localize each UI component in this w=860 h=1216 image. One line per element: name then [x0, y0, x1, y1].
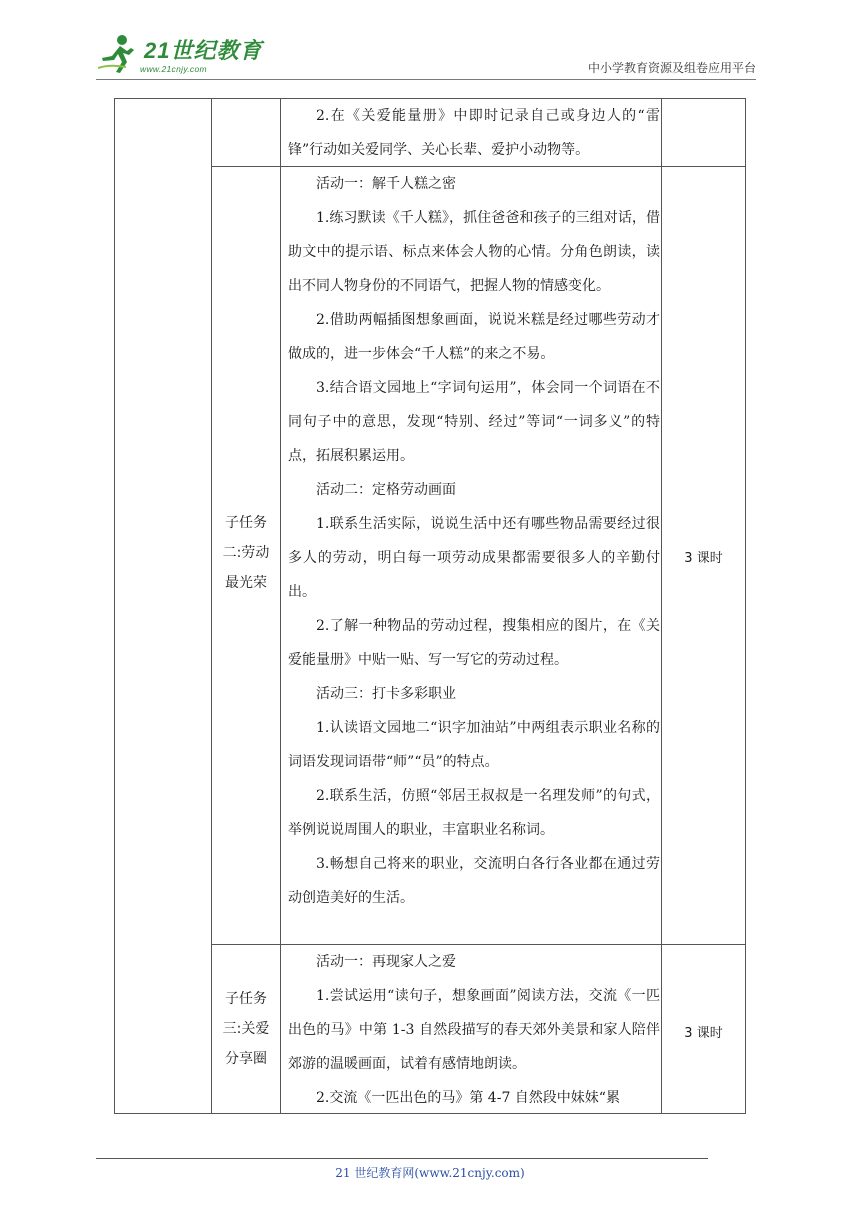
- column-divider-2: [280, 98, 281, 1114]
- activity-paragraph: 3.畅想自己将来的职业，交流明白各行各业都在通过劳动创造美好的生活。: [288, 856, 660, 906]
- row2-subtask-cell: [214, 508, 278, 598]
- row1-paragraph: 2.在《关爱能量册》中即时记录自己或身边人的“雷锋”行动如关爱同学、关心长辈、爱护小动物等。: [288, 108, 660, 158]
- activity-paragraph: 1.认读语文园地二“识字加油站”中两组表示职业名称的词语发现词语带“师”“员”的特点。: [288, 720, 660, 770]
- subtask-line: 二:劳动: [222, 545, 270, 561]
- footer-divider: [96, 1158, 708, 1159]
- footer-link[interactable]: 21 世纪教育网(www.21cnjy.com): [335, 1166, 525, 1180]
- activity-paragraph: 1.联系生活实际，说说生活中还有哪些物品需要经过很多人的劳动，明白每一项劳动成果都需要很多人的辛勤付出。: [288, 516, 660, 600]
- activity-paragraph: 2.借助两幅插图想象画面，说说米糕是经过哪些劳动才做成的，进一步体会“千人糕”的来之不易。: [288, 312, 660, 362]
- logo-url: www.21cnjy.com: [140, 64, 207, 74]
- activity-paragraph: 2.交流《一匹出色的马》第 4-7 自然段中妹妹“累: [316, 1090, 620, 1106]
- subtask-line: 子任务: [225, 991, 267, 1007]
- row3-hours-cell: 3 课时: [684, 1026, 723, 1041]
- activity-paragraph: 1.尝试运用“读句子，想象画面”阅读方法，交流《一匹出色的马》中第 1-3 自然段描写的春天郊外美景和家人陪伴郊游的温暖画面，试着有感情地朗读。: [288, 988, 660, 1072]
- table-border-left: [114, 98, 115, 1114]
- subtask-line: 分享圈: [225, 1051, 267, 1067]
- row2-hours-cell: 3 课时: [684, 551, 723, 566]
- activity-heading: 活动一：再现家人之爱: [316, 954, 456, 970]
- column-divider-3: [661, 98, 662, 1114]
- row1-activity-cell: [288, 99, 660, 167]
- table-border-right: [745, 98, 746, 1114]
- subtask-line: 三:关爱: [222, 1021, 270, 1037]
- row3-activity-cell: [288, 945, 660, 1113]
- activity-paragraph: 2.联系生活，仿照“邻居王叔叔是一名理发师”的句式，举例说说周围人的职业，丰富职业名称词。: [288, 788, 660, 838]
- activity-paragraph: 1.练习默读《千人糕》，抓住爸爸和孩子的三组对话，借助文中的提示语、标点来体会人物的心情。分角色朗读，读出不同人物身份的不同语气，把握人物的情感变化。: [288, 210, 660, 294]
- activity-heading: 活动二：定格劳动画面: [316, 482, 456, 498]
- header-divider: [96, 79, 756, 80]
- page-header: [96, 30, 756, 78]
- table-border-bottom: [114, 1113, 746, 1114]
- runner-logo-icon: [96, 34, 138, 74]
- column-divider-1: [211, 98, 212, 1114]
- row3-subtask-cell: [214, 984, 278, 1074]
- activity-paragraph: 2.了解一种物品的劳动过程，搜集相应的图片，在《关爱能量册》中贴一贴、写一写它的劳动过程。: [288, 618, 660, 668]
- activity-paragraph: 3.结合语文园地上“字词句运用”，体会同一个词语在不同句子中的意思，发现“特别、经过”等词“一词多义”的特点，拓展积累运用。: [288, 380, 660, 464]
- platform-title: 中小学教育资源及组卷应用平台: [587, 61, 756, 75]
- activity-heading: 活动三：打卡多彩职业: [316, 686, 456, 702]
- subtask-line: 子任务: [225, 515, 267, 531]
- logo-text: 21世纪教育: [144, 38, 263, 63]
- activity-heading: 活动一：解千人糕之密: [316, 176, 456, 192]
- row2-activity-cell: [288, 167, 660, 915]
- subtask-line: 最光荣: [225, 575, 267, 591]
- site-logo[interactable]: [96, 30, 266, 78]
